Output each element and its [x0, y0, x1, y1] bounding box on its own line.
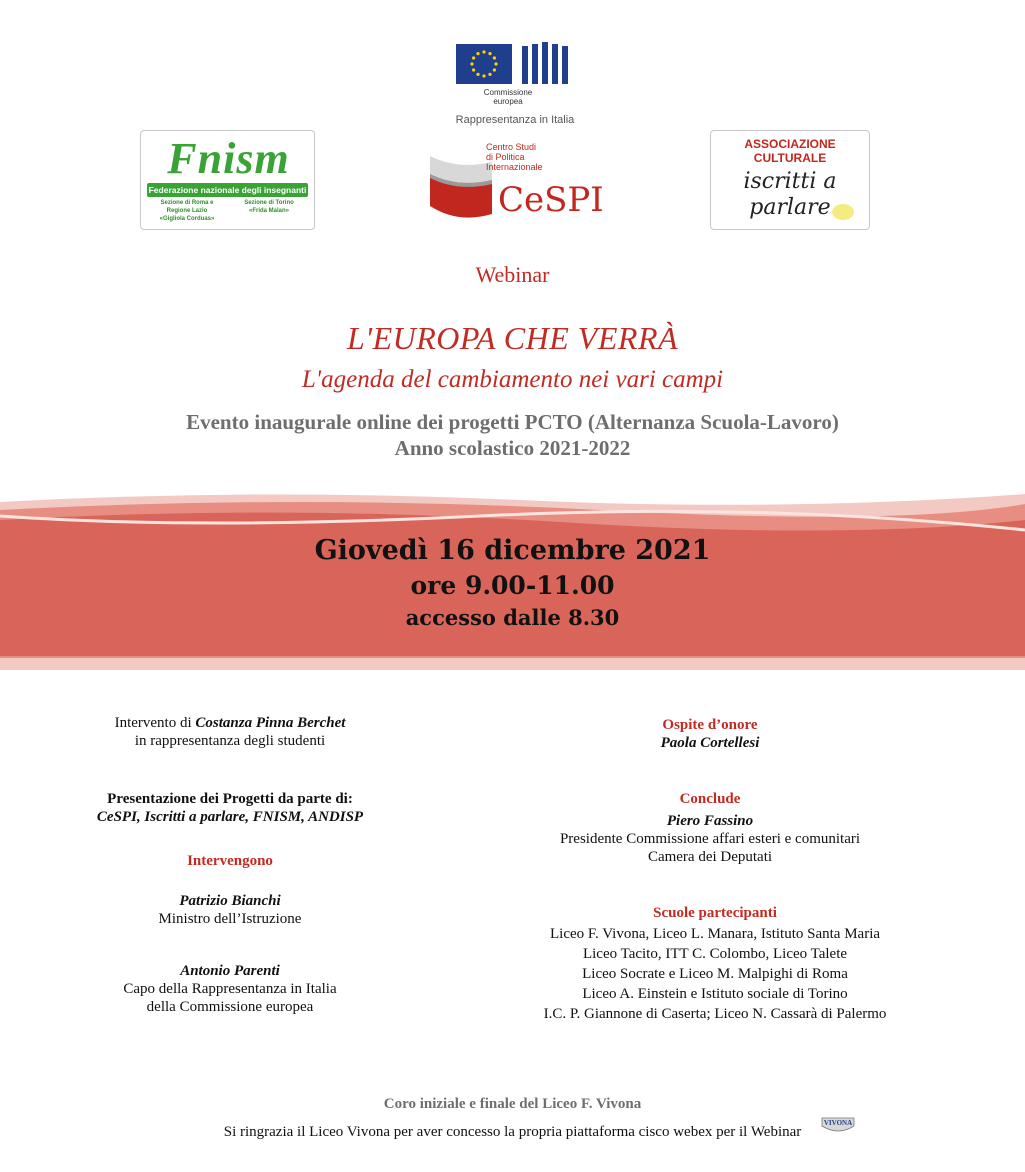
presentazione-block — [60, 790, 400, 826]
webinar-label: Webinar — [475, 262, 550, 287]
presentazione-heading: Presentazione dei Progetti da parte di: — [107, 791, 353, 807]
eu-label-line2: europea — [493, 97, 523, 106]
cespi-subtitle-line1: Centro Studi — [486, 142, 537, 152]
fnism-turin-line1: Sezione di Torino — [244, 200, 294, 206]
ospite-block — [545, 716, 875, 752]
eu-representation-label: Rappresentanza in Italia — [455, 114, 575, 126]
cespi-name: CeSPI — [498, 180, 604, 220]
fnism-rome-line3: «Gigliola Corduas» — [159, 216, 215, 222]
assoc-line1: ASSOCIAZIONE — [744, 137, 836, 151]
eu-flag-icon — [456, 44, 512, 84]
speaker1-block — [60, 892, 400, 928]
intervento-name: Costanza Pinna Berchet — [195, 715, 346, 731]
fnism-section-rome — [147, 199, 227, 223]
fnism-rome-line2: Regione Lazio — [166, 208, 208, 214]
intervento-role: in rappresentanza degli studenti — [134, 733, 326, 749]
scuole-heading: Scuole partecipanti — [653, 905, 777, 921]
fnism-turin-line2: «Frida Malan» — [248, 208, 289, 214]
ospite-heading: Ospite d’onore — [662, 717, 758, 733]
vivona-crest-icon — [818, 1114, 858, 1136]
intervento-line — [70, 714, 390, 732]
speaker2-role-line2: della Commissione europea — [146, 999, 314, 1015]
assoc-line2: CULTURALE — [753, 151, 827, 165]
school-year: Anno scolastico 2021-2022 — [394, 436, 631, 460]
school-line: I.C. P. Giannone di Caserta; Liceo N. Cassarà di Palermo — [543, 1006, 887, 1022]
assoc-script-line2: parlare — [749, 195, 831, 220]
cespi-subtitle — [486, 142, 586, 172]
fnism-logo — [140, 130, 315, 230]
school-line: Liceo Socrate e Liceo M. Malpighi di Roma — [582, 966, 848, 982]
conclude-heading: Conclude — [679, 791, 741, 807]
speech-bubble-icon — [829, 201, 857, 223]
ospite-name: Paola Cortellesi — [660, 735, 760, 751]
conclude-role-line1: Presidente Commissione affari esteri e comunitari — [559, 831, 861, 847]
speaker2-role-line1: Capo della Rappresentanza in Italia — [123, 981, 337, 997]
main-title: L'EUROPA CHE VERRÀ — [346, 320, 679, 356]
intervento-block — [70, 714, 390, 750]
fnism-section-turin — [229, 199, 309, 215]
fnism-federation: Federazione nazionale degli insegnanti — [148, 185, 307, 195]
fnism-rome-line1: Sezione di Roma e — [160, 200, 214, 206]
event-description: Evento inaugurale online dei progetti PCTO (Alternanza Scuola-Lavoro) — [186, 410, 839, 434]
eu-commission-logo — [440, 40, 590, 130]
iscritti-a-parlare-logo — [710, 130, 870, 230]
scuole-block — [495, 904, 935, 1024]
intervento-prefix: Intervento di — [114, 715, 196, 731]
schools-list — [495, 924, 935, 1024]
fnism-name: Fnism — [167, 134, 290, 183]
presentazione-orgs: CeSPI, Iscritti a parlare, FNISM, ANDISP — [96, 809, 364, 825]
intervengono-heading: Intervengono — [187, 853, 273, 869]
speaker2-block — [60, 962, 400, 1016]
thanks-note: Si ringrazia il Liceo Vivona per aver concesso la propria piattaforma cisco webex per il Webinar — [223, 1124, 802, 1140]
school-line: Liceo Tacito, ITT C. Colombo, Liceo Talete — [582, 946, 848, 962]
cespi-subtitle-line2: di Politica — [486, 152, 525, 162]
coro-note: Coro iniziale e finale del Liceo F. Vivona — [383, 1096, 642, 1112]
event-time: ore 9.00-11.00 — [410, 571, 615, 600]
berlaymont-building-icon — [518, 42, 578, 86]
subtitle: L'agenda del cambiamento nei vari campi — [301, 366, 724, 393]
cespi-logo — [428, 140, 608, 230]
speaker2-name: Antonio Parenti — [180, 963, 280, 979]
event-date: Giovedì 16 dicembre 2021 — [314, 535, 711, 566]
cespi-flag-icon — [428, 144, 494, 224]
vivona-logo — [818, 1114, 858, 1136]
speaker1-name: Patrizio Bianchi — [179, 893, 281, 909]
eu-label-line1: Commissione — [483, 88, 533, 97]
conclude-role-line2: Camera dei Deputati — [647, 849, 773, 865]
school-line: Liceo F. Vivona, Liceo L. Manara, Istituto Santa Maria — [549, 926, 881, 942]
school-line: Liceo A. Einstein e Istituto sociale di Torino — [582, 986, 848, 1002]
access-time: accesso dalle 8.30 — [405, 605, 620, 630]
conclude-name: Piero Fassino — [666, 813, 754, 829]
cespi-subtitle-line3: Internazionale — [486, 162, 543, 172]
speaker1-role: Ministro dell’Istruzione — [158, 911, 302, 927]
vivona-text: VIVONA — [823, 1119, 853, 1127]
conclude-block — [520, 790, 900, 866]
assoc-script-line1: iscritti a — [743, 169, 837, 194]
